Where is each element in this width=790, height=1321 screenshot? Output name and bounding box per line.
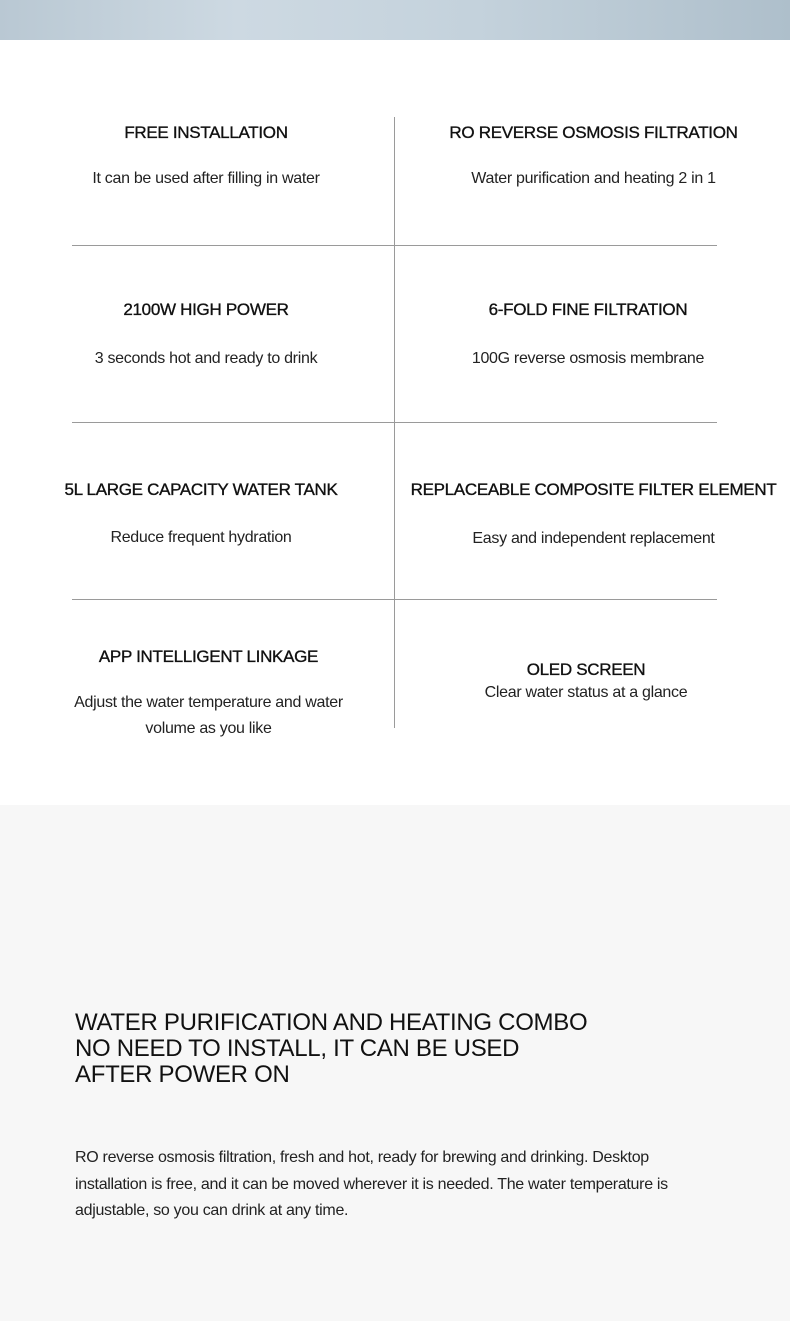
section-paragraph: RO reverse osmosis filtration, fresh and hot, ready for brewing and drinking. Desktop installation is free, and it can be moved wherever it is needed. The water temperature is adjustable, so you can drink at any time. [75,1149,668,1219]
grid-horizontal-divider [72,422,717,423]
feature-title: 6-FOLD FINE FILTRATION [488,300,688,319]
description-section [0,805,790,1321]
feature-title: 5L LARGE CAPACITY WATER TANK [64,480,338,499]
feature-desc: It can be used after filling in water [92,170,320,187]
feature-title: FREE INSTALLATION [124,123,288,142]
grid-horizontal-divider [72,245,717,246]
feature-free-installation [56,123,356,192]
feature-title: RO REVERSE OSMOSIS FILTRATION [449,123,738,142]
feature-desc-line: volume as you like [145,720,272,737]
headline-line: WATER PURIFICATION AND HEATING COMBO [75,1009,588,1036]
headline-line: NO NEED TO INSTALL, IT CAN BE USED [75,1035,520,1062]
feature-title: OLED SCREEN [526,660,646,679]
top-banner-strip [0,0,790,40]
feature-title: 2100W HIGH POWER [123,300,289,319]
feature-desc: 3 seconds hot and ready to drink [94,350,318,367]
feature-desc: 100G reverse osmosis membrane [471,350,705,367]
feature-oled-screen [397,660,775,706]
feature-fine-filtration [397,300,779,372]
feature-app-linkage [56,647,361,742]
feature-ro-filtration [397,123,790,192]
feature-title: APP INTELLIGENT LINKAGE [98,647,319,666]
feature-desc: Clear water status at a glance [484,684,688,701]
feature-desc: Easy and independent replacement [472,530,715,547]
grid-horizontal-divider [72,599,717,600]
feature-desc: Reduce frequent hydration [110,529,292,546]
feature-water-tank [40,480,362,551]
feature-title: REPLACEABLE COMPOSITE FILTER ELEMENT [410,480,777,499]
feature-desc-line: Adjust the water temperature and water [74,694,343,711]
section-headline [75,1010,715,1088]
feature-desc: Water purification and heating 2 in 1 [471,170,716,187]
feature-filter-element [397,480,790,552]
features-grid [0,40,790,805]
feature-high-power [56,300,356,372]
headline-line: AFTER POWER ON [75,1061,290,1088]
